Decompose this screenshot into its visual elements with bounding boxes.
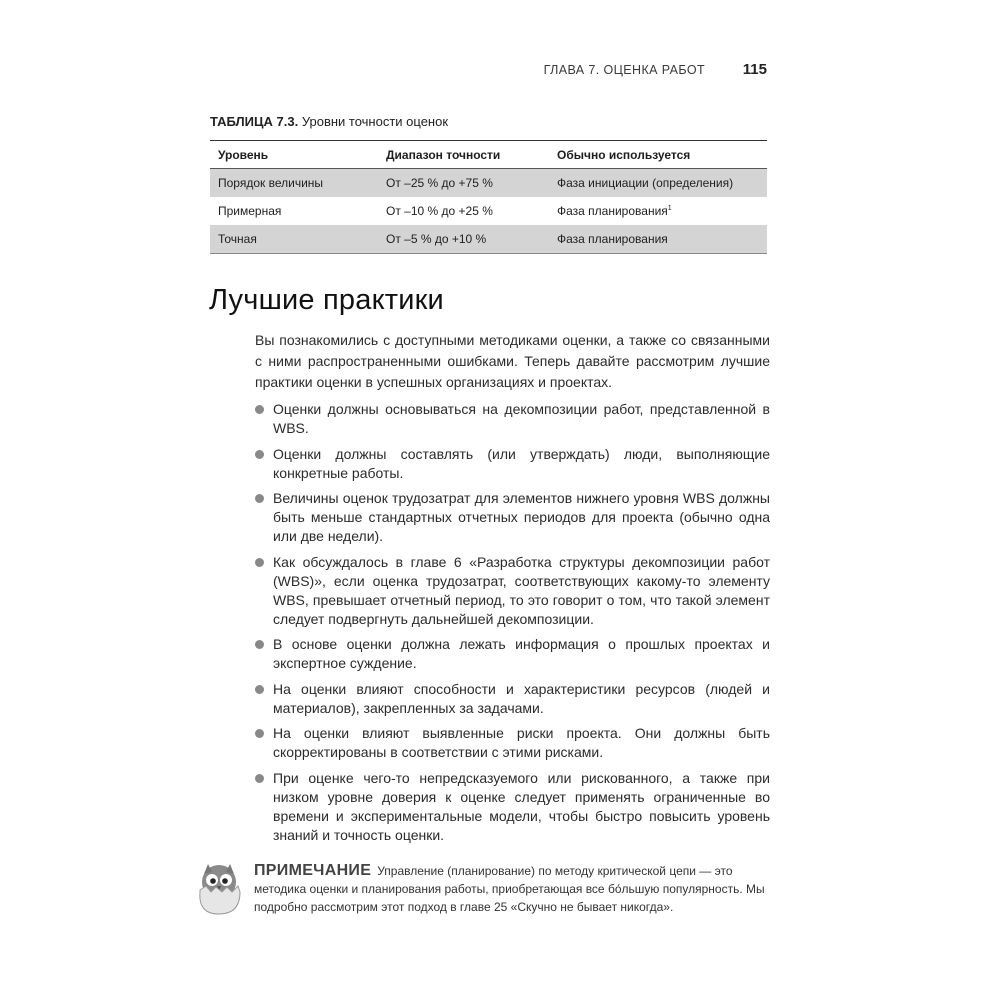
list-item bbox=[255, 680, 770, 718]
table-caption-text: Уровни точности оценок bbox=[301, 114, 449, 129]
note-label: ПРИМЕЧАНИЕ bbox=[254, 862, 372, 879]
table-caption bbox=[210, 114, 448, 129]
list-item-text: В основе оценки должна лежать информация о прошлых проектах и экспертное суждение. bbox=[273, 636, 770, 671]
cell-level: Примерная bbox=[218, 204, 282, 218]
cell-usage-with-footnote bbox=[549, 197, 767, 225]
accuracy-table bbox=[210, 140, 767, 254]
table-header-row bbox=[210, 141, 767, 169]
list-item-text: На оценки влияют способности и характеристики ресурсов (людей и материалов), закрепленных за задачами. bbox=[273, 680, 770, 716]
footnote-marker[interactable]: 1 bbox=[667, 205, 672, 212]
cell-range: От –10 % до +25 % bbox=[386, 204, 493, 218]
list-item-text: Величины оценок трудозатрат для элементов нижнего уровня WBS должны быть меньше стандартных отчетных периодов для проекта (обычно одна или две недели). bbox=[273, 490, 770, 544]
list-item bbox=[255, 635, 770, 673]
list-item bbox=[255, 489, 770, 546]
bullet-icon bbox=[255, 494, 264, 503]
column-header-level: Уровень bbox=[210, 141, 378, 169]
chapter-title: ГЛАВА 7. ОЦЕНКА РАБОТ bbox=[543, 63, 705, 77]
bullet-icon bbox=[255, 405, 264, 414]
table-row bbox=[210, 225, 767, 254]
list-item-text: При оценке чего-то непредсказуемого или рискованного, а также при низком уровне доверия к оценке следует применять ограниченные во времени и экспериментальные модели, чтобы быстро повысить уровень знаний и точность оценки. bbox=[273, 769, 770, 843]
list-item bbox=[255, 769, 770, 845]
running-head bbox=[210, 61, 767, 81]
list-item-text: Как обсуждалось в главе 6 «Разработка структуры декомпозиции работ (WBS)», если оценка трудозатрат, соответствующих какому-то элементу WBS, превышает отчетный период, то это говорит о том, что такой элемент следует подвергнуть дальнейшей декомпозиции. bbox=[273, 553, 770, 627]
cell-range: От –25 % до +75 % bbox=[378, 169, 549, 198]
bullet-icon bbox=[255, 774, 264, 783]
list-item bbox=[255, 400, 770, 438]
bullet-icon bbox=[255, 640, 264, 649]
cell-usage: Фаза планирования bbox=[549, 225, 767, 254]
list-item-text: На оценки влияют выявленные риски проекта. Они должны быть скорректированы в соответствии с этими рисками. bbox=[273, 725, 770, 760]
cell-level: Порядок величины bbox=[210, 169, 378, 198]
column-header-range: Диапазон точности bbox=[378, 141, 549, 169]
cell-range: От –5 % до +10 % bbox=[378, 225, 549, 254]
bullet-icon bbox=[255, 729, 264, 738]
cell-level: Точная bbox=[210, 225, 378, 254]
best-practices-list bbox=[255, 400, 770, 851]
note-text-block bbox=[254, 862, 770, 916]
note-body: Управление (планирование) по методу критической цепи — это методика оценки и планирования работы, приобретающая все бо́льшую популярность. Мы подробно рассмотрим этот подход в главе 25 «Скучно не бывает никогда». bbox=[254, 864, 765, 914]
list-item bbox=[255, 553, 770, 629]
table-caption-label: ТАБЛИЦА 7.3. bbox=[210, 114, 299, 129]
table-row bbox=[210, 169, 767, 198]
list-item bbox=[255, 445, 770, 483]
note-box bbox=[196, 860, 776, 920]
bullet-icon bbox=[255, 685, 264, 694]
column-header-usage: Обычно используется bbox=[549, 141, 767, 169]
cell-usage: Фаза инициации (определения) bbox=[549, 169, 767, 198]
list-item bbox=[255, 724, 770, 762]
section-heading: Лучшие практики bbox=[209, 284, 444, 316]
table-row bbox=[210, 197, 767, 225]
bullet-icon bbox=[255, 450, 264, 459]
page-number: 115 bbox=[742, 61, 767, 78]
intro-paragraph: Вы познакомились с доступными методиками оценки, а также со связанными с ними распространенными ошибками. Теперь давайте рассмотрим лучшие практики оценки в успешных организациях и проектах. bbox=[255, 332, 770, 390]
list-item-text: Оценки должны основываться на декомпозиции работ, представленной в WBS. bbox=[273, 401, 770, 436]
cell-usage: Фаза планирования bbox=[557, 204, 668, 218]
owl-hatchling-icon bbox=[196, 860, 242, 916]
list-item-text: Оценки должны составлять (или утверждать) люди, выполняющие конкретные работы. bbox=[273, 445, 770, 481]
bullet-icon bbox=[255, 558, 264, 567]
